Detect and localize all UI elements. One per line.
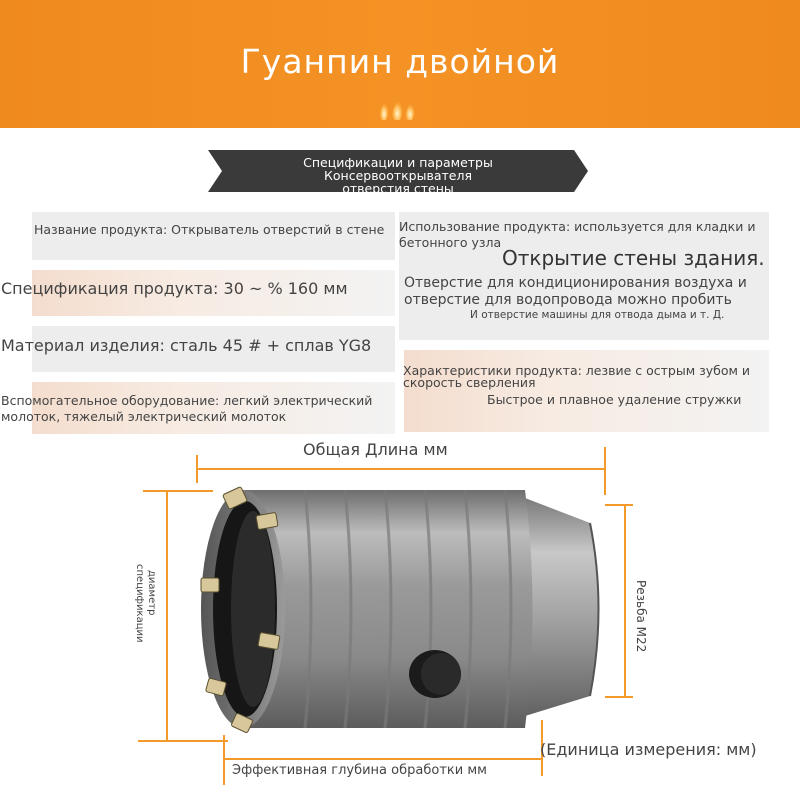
thread-line — [624, 505, 626, 698]
diameter-line-2: спецификации — [134, 564, 145, 643]
ribbon-title — [228, 156, 568, 195]
usage-line-3: Отверстие для кондиционирования воздуха и — [404, 275, 747, 291]
section-ribbon — [208, 150, 588, 196]
feature-line-3: Быстрое и плавное удаление стружки — [487, 392, 742, 407]
product-material: Материал изделия: сталь 45 # + сплав YG8 — [1, 336, 372, 355]
usage-headline: Открытие стены здания. — [502, 246, 765, 270]
unit-note: (Единица измерения: мм) — [540, 740, 757, 759]
flame-icon — [374, 96, 424, 122]
ribbon-line-2: отверстия стены — [342, 181, 454, 196]
diameter-line-1: диаметр — [146, 570, 157, 616]
diameter-line — [166, 490, 168, 742]
core-drill-bit-illustration — [195, 478, 615, 748]
aux-equipment-line-2: молоток, тяжелый электрический молоток — [1, 409, 287, 424]
usage-line-4: отверстие для водопровода можно пробить — [404, 292, 732, 308]
depth-label: Эффективная глубина обработки мм — [232, 763, 487, 778]
aux-equipment-line-1: Вспомогательное оборудование: легкий электрический — [1, 393, 373, 408]
total-length-line — [196, 468, 606, 470]
usage-line-1: Использование продукта: используется для кладки и — [399, 219, 756, 234]
diameter-label — [135, 558, 165, 648]
ribbon-line-1: Спецификации и параметры Консервооткрывателя — [303, 155, 493, 183]
total-length-label: Общая Длина мм — [303, 440, 448, 459]
product-spec: Спецификация продукта: 30 ~ % 160 мм — [1, 279, 348, 298]
feature-line-2: скорость сверления — [403, 375, 536, 390]
depth-line — [223, 758, 543, 760]
usage-line-2: бетонного узла — [399, 235, 502, 250]
thread-label: Резьба M22 — [634, 580, 648, 653]
header-banner — [0, 0, 800, 128]
usage-line-5: И отверстие машины для отвода дыма и т. Д. — [470, 309, 725, 321]
product-name: Название продукта: Открыватель отверстий в стене — [34, 222, 385, 237]
feature-line-1: Характеристики продукта: лезвие с острым зубом и — [403, 363, 751, 378]
page-title: Гуанпин двойной — [240, 42, 560, 81]
spec-box-aux — [32, 382, 395, 434]
